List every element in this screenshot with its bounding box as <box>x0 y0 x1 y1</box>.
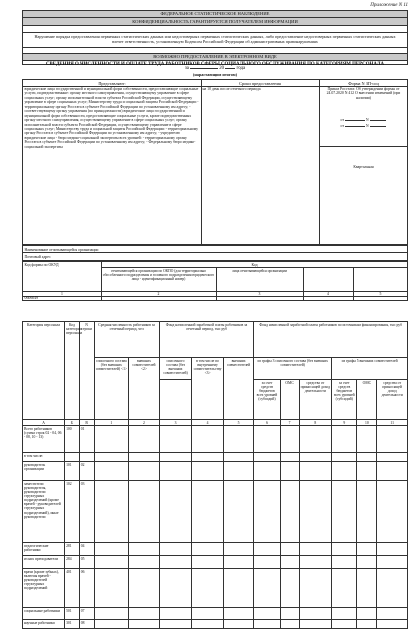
order-date-field-1[interactable] <box>345 120 365 121</box>
value-cell[interactable] <box>192 462 224 481</box>
value-cell[interactable] <box>254 569 280 608</box>
code-num-5: 5 <box>379 291 382 296</box>
period-prefix: за <box>184 66 189 71</box>
value-cell[interactable] <box>192 453 224 462</box>
row-code: 281 <box>65 543 80 556</box>
row-number: 08 <box>79 620 94 629</box>
value-cell[interactable] <box>377 556 408 569</box>
value-cell[interactable] <box>254 462 280 481</box>
value-cell[interactable] <box>299 543 332 556</box>
row-label: Всего работников (сумма строк 02 - 04, 06 - 08, 10 - 13) <box>23 426 65 453</box>
period-line <box>22 66 408 71</box>
order-number-field-2[interactable] <box>370 126 386 127</box>
value-cell[interactable] <box>192 481 224 543</box>
col-letter: 3 <box>159 420 192 426</box>
h-list2: списочного состава (без внешних совместителей) <box>159 358 192 380</box>
order-text: Приказ Росстата: Об утверждении формы от 24.07.2020 N 412 О внесении изменений (при наличии) <box>326 87 401 100</box>
value-cell[interactable] <box>254 426 280 453</box>
row-label: научные работники <box>23 620 65 629</box>
submitters-block <box>22 79 408 245</box>
value-cell[interactable] <box>254 543 280 556</box>
value-cell[interactable] <box>357 608 377 620</box>
appendix-label: Приложение N 11 <box>370 3 408 8</box>
period-year: 20 <box>219 66 225 71</box>
org-label-2: лица отчитывающейся организации <box>232 269 287 273</box>
value-cell[interactable] <box>94 620 129 629</box>
row-number: 04 <box>79 543 94 556</box>
value-cell[interactable] <box>254 481 280 543</box>
header-line1: ФЕДЕРАЛЬНОЕ СТАТИСТИЧЕСКОЕ НАБЛЮДЕНИЕ <box>23 11 407 18</box>
row-label: в том числе: <box>23 453 65 462</box>
value-cell[interactable] <box>94 426 129 453</box>
value-cell[interactable] <box>223 569 254 608</box>
order-line2: от N <box>339 123 399 129</box>
value-cell[interactable] <box>357 453 377 462</box>
row-code: 284 <box>65 556 80 569</box>
h-oms-1: ОМС <box>280 380 299 420</box>
row-code: 401 <box>65 569 80 608</box>
value-cell[interactable] <box>223 608 254 620</box>
year-blank[interactable] <box>225 68 235 69</box>
row-label: социальные работники <box>23 608 65 620</box>
col-letter: 5 <box>223 420 254 426</box>
value-cell[interactable] <box>129 556 160 569</box>
value-cell[interactable] <box>332 620 357 629</box>
col-letter: 7 <box>280 420 299 426</box>
okud-value: 0606049 <box>24 296 39 300</box>
value-cell[interactable] <box>159 556 192 569</box>
value-cell[interactable] <box>223 556 254 569</box>
table-row <box>23 569 408 608</box>
value-cell[interactable] <box>280 453 299 462</box>
col-letter: 1 <box>94 420 129 426</box>
row-code: 100 <box>65 426 80 453</box>
submitters-header: Представляют: <box>98 80 126 86</box>
data-table <box>22 321 408 629</box>
value-cell[interactable] <box>357 556 377 569</box>
value-cell[interactable] <box>280 556 299 569</box>
col-letter: 6 <box>254 420 280 426</box>
table-row <box>23 620 408 629</box>
data-rows <box>23 426 408 629</box>
row-code: 101 <box>65 462 80 481</box>
value-cell[interactable] <box>159 462 192 481</box>
col-letter: 10 <box>357 420 377 426</box>
table-row <box>23 462 408 481</box>
col-letter: 9 <box>332 420 357 426</box>
period-note: (нарастающим итогом) <box>193 72 237 77</box>
value-cell[interactable] <box>129 481 160 543</box>
row-number <box>79 453 94 462</box>
value-cell[interactable] <box>280 462 299 481</box>
row-code: 301 <box>65 620 80 629</box>
h-code: Код категории персонала <box>65 322 80 420</box>
code-num-4: 4 <box>327 291 329 296</box>
col-letter: 11 <box>377 420 408 426</box>
row-code: 501 <box>65 608 80 620</box>
periodicity: Квартальная <box>353 165 374 169</box>
value-cell[interactable] <box>377 620 408 629</box>
h-incl: в том числе по внутреннему совместительству <3> <box>192 358 224 420</box>
value-cell[interactable] <box>159 620 192 629</box>
value-cell[interactable] <box>223 462 254 481</box>
value-cell[interactable] <box>159 608 192 620</box>
deadline-header: Сроки предоставления <box>239 80 281 86</box>
value-cell[interactable] <box>129 426 160 453</box>
row-number: 06 <box>79 569 94 608</box>
value-cell[interactable] <box>280 608 299 620</box>
value-cell[interactable] <box>299 569 332 608</box>
value-cell[interactable] <box>129 569 160 608</box>
value-cell[interactable] <box>357 481 377 543</box>
table-row <box>23 543 408 556</box>
table-row <box>23 426 408 453</box>
value-cell[interactable] <box>299 453 332 462</box>
h-budget-1: за счет средств бюджетов всех уровней (субсидий) <box>254 380 280 420</box>
value-cell[interactable] <box>223 543 254 556</box>
order-number-field-1[interactable] <box>370 120 386 121</box>
order-date-field-2[interactable] <box>345 126 365 127</box>
value-cell[interactable] <box>254 620 280 629</box>
table-row <box>23 481 408 543</box>
value-cell[interactable] <box>377 453 408 462</box>
codes-block <box>22 261 408 301</box>
h-income-1: средства от приносящей доход деятельности <box>299 380 332 420</box>
kod-label: Код <box>251 262 258 267</box>
h-avg: Средняя численность работников за отчетный период, чел <box>94 322 159 358</box>
row-label: врачи (кроме зубных), включая врачей - руководителей структурных подразделений <box>23 569 65 608</box>
h-n: N строки <box>79 322 94 420</box>
value-cell[interactable] <box>192 556 224 569</box>
value-cell[interactable] <box>280 426 299 453</box>
okpo-label: отчитывающейся организации по ОКПО (для территориально обособленного подразделения и головного подразделения юридического лица - идентификационный номер) <box>102 269 215 282</box>
value-cell[interactable] <box>94 462 129 481</box>
value-cell[interactable] <box>129 620 160 629</box>
value-cell[interactable] <box>357 462 377 481</box>
col-letter: В <box>79 420 94 426</box>
h-budget-2: за счет средств бюджетов всех уровней (субсидий) <box>332 380 357 420</box>
value-cell[interactable] <box>159 569 192 608</box>
value-cell[interactable] <box>129 543 160 556</box>
h-list: списочного состава (без внешних совместителей) <1> <box>94 358 129 420</box>
value-cell[interactable] <box>159 453 192 462</box>
h-fund-src: Фонд начисленной заработной платы работников по источникам финансирования, тыс руб <box>254 322 408 358</box>
header-warning: Нарушение порядка предоставления первичных статистических данных или недостоверных первичных статистических данных, либо предоставление недостоверных первичных статистических данных влечет ответственность, установленную Кодексом Российской Федерации об административных правонарушениях <box>23 33 407 48</box>
header-electronic: ВОЗМОЖНО ПРЕДОСТАВЛЕНИЕ В ЭЛЕКТРОННОМ ВИДЕ <box>23 54 407 61</box>
value-cell[interactable] <box>223 620 254 629</box>
code-num-3: 3 <box>258 291 261 296</box>
postal-row <box>22 253 408 261</box>
value-cell[interactable] <box>357 426 377 453</box>
value-cell[interactable] <box>332 569 357 608</box>
row-number: 03 <box>79 481 94 543</box>
row-number: 02 <box>79 462 94 481</box>
value-cell[interactable] <box>192 569 224 608</box>
value-cell[interactable] <box>377 608 408 620</box>
org-name-row <box>22 245 408 253</box>
value-cell[interactable] <box>280 569 299 608</box>
value-cell[interactable] <box>377 426 408 453</box>
postal-label: Почтовый адрес <box>24 254 51 259</box>
value-cell[interactable] <box>280 481 299 543</box>
value-cell[interactable] <box>159 426 192 453</box>
value-cell[interactable] <box>223 481 254 543</box>
value-cell[interactable] <box>357 620 377 629</box>
value-cell[interactable] <box>377 569 408 608</box>
row-number: 05 <box>79 556 94 569</box>
period-suffix: года <box>236 66 246 71</box>
value-cell[interactable] <box>94 481 129 543</box>
okud-label: Код формы по ОКУД <box>24 262 59 267</box>
org-name-label: Наименование отчитывающейся организации <box>24 247 99 252</box>
value-cell[interactable] <box>129 462 160 481</box>
value-cell[interactable] <box>192 543 224 556</box>
value-cell[interactable] <box>94 453 129 462</box>
value-cell[interactable] <box>332 608 357 620</box>
value-cell[interactable] <box>299 462 332 481</box>
row-number: 01 <box>79 426 94 453</box>
value-cell[interactable] <box>94 543 129 556</box>
form-title: СВЕДЕНИЯ О ЧИСЛЕННОСТИ И ОПЛАТЕ ТРУДА РАБОТНИКОВ СФЕРЫ СОЦИАЛЬНОГО ОБСЛУЖИВАНИЯ ПО КАТЕГОРИЯМ ПЕРСОНАЛА <box>45 61 385 67</box>
value-cell[interactable] <box>192 620 224 629</box>
row-label: педагогические работники <box>23 543 65 556</box>
header-line2: КОНФИДЕНЦИАЛЬНОСТЬ ГАРАНТИРУЕТСЯ ПОЛУЧАТЕЛЕМ ИНФОРМАЦИИ <box>23 18 407 26</box>
table-row <box>23 453 408 462</box>
col-letter: 2 <box>129 420 160 426</box>
h-income-2: средства от приносящей доход деятельности <box>377 380 408 420</box>
row-label: руководитель организации <box>23 462 65 481</box>
col-letter: А <box>23 420 65 426</box>
row-label: заместители руководителя, руководители структурных подразделений (кроме врачей - руководителей структурных подразделений), иные руководители <box>23 481 65 543</box>
h-from5: из графы 5 внешних совместителей <box>332 358 408 380</box>
value-cell[interactable] <box>357 569 377 608</box>
value-cell[interactable] <box>94 556 129 569</box>
value-cell[interactable] <box>254 608 280 620</box>
value-cell[interactable] <box>377 481 408 543</box>
value-cell[interactable] <box>332 426 357 453</box>
h-oms-2: ОМС <box>357 380 377 420</box>
value-cell[interactable] <box>159 481 192 543</box>
value-cell[interactable] <box>377 462 408 481</box>
value-cell[interactable] <box>332 556 357 569</box>
h-ext: внешних совместителей <2> <box>129 358 160 420</box>
value-cell[interactable] <box>332 462 357 481</box>
code-num-2: 2 <box>157 291 160 296</box>
value-cell[interactable] <box>332 481 357 543</box>
value-cell[interactable] <box>377 543 408 556</box>
value-cell[interactable] <box>280 620 299 629</box>
submitters-text: юридические лица государственной и муниципальной форм собственности, предоставляющие социальные услуги, подведомственные: органу местного самоуправления, осуществляющему управление в сфере социальных услуг; органу исполнительной власти субъекта Российской Федерации, осуществляющему управление в сфере социальных услуг; Министерству труда и социальной защиты Российской Федерации - территориальному органу Росстата в субъекте Российской Федерации по установленному им адресу; - соответствующему органу управления (по принадлежности) юридические лица государственной и муниципальной форм собственности, предоставляющие социальные услуги, кроме подведомственных органу местного самоуправления, осуществляющему управление в сфере социальных услуг; органу исполнительной власти субъекта Российской Федерации, осуществляющему управление в сфере социальных услуг; Министерству труда и социальной защиты Российской Федерации: - территориальному органу Росстата в субъекте Российской Федерации по установленному им адресу; - учредителю юридические лица - бюро медико-социальной экспертизы всех уровней: - территориальному органу Росстата в субъекте Российской Федерации по установленному им адресу; - Федеральному бюро медико-социальной экспертизы <box>24 87 199 149</box>
value-cell[interactable] <box>332 453 357 462</box>
value-cell[interactable] <box>280 543 299 556</box>
value-cell[interactable] <box>332 543 357 556</box>
row-code: 102 <box>65 481 80 543</box>
value-cell[interactable] <box>159 543 192 556</box>
value-cell[interactable] <box>192 426 224 453</box>
table-row <box>23 608 408 620</box>
row-label: из них преподаватели <box>23 556 65 569</box>
value-cell[interactable] <box>299 608 332 620</box>
value-cell[interactable] <box>254 556 280 569</box>
row-code <box>65 453 80 462</box>
value-cell[interactable] <box>357 543 377 556</box>
value-cell[interactable] <box>94 569 129 608</box>
row-number: 07 <box>79 608 94 620</box>
value-cell[interactable] <box>94 608 129 620</box>
value-cell[interactable] <box>299 426 332 453</box>
value-cell[interactable] <box>129 608 160 620</box>
period-blank[interactable] <box>190 68 218 69</box>
h-category: Категория персонала <box>23 322 65 420</box>
deadline-text: на 10 день после отчетного периода <box>202 87 261 91</box>
code-num-1: 1 <box>61 291 63 296</box>
h-from3: из графы 3 списочного состава (без внешних совместителей) <box>254 358 332 380</box>
order-line1: от N <box>339 117 399 123</box>
col-letter: 8 <box>299 420 332 426</box>
col-letter: Б <box>65 420 80 426</box>
value-cell[interactable] <box>299 556 332 569</box>
table-row <box>23 556 408 569</box>
statistical-header <box>22 10 408 65</box>
value-cell[interactable] <box>192 608 224 620</box>
value-cell[interactable] <box>129 453 160 462</box>
h-ext2: внешних совместителей <box>223 358 254 420</box>
value-cell[interactable] <box>254 453 280 462</box>
value-cell[interactable] <box>299 620 332 629</box>
form-number-header: Форма N ЗП-соц <box>348 80 379 86</box>
h-fund: Фонд начисленной заработной платы работников за отчетный период, тыс руб <box>159 322 254 358</box>
value-cell[interactable] <box>223 426 254 453</box>
value-cell[interactable] <box>223 453 254 462</box>
col-letter: 4 <box>192 420 224 426</box>
value-cell[interactable] <box>299 481 332 543</box>
